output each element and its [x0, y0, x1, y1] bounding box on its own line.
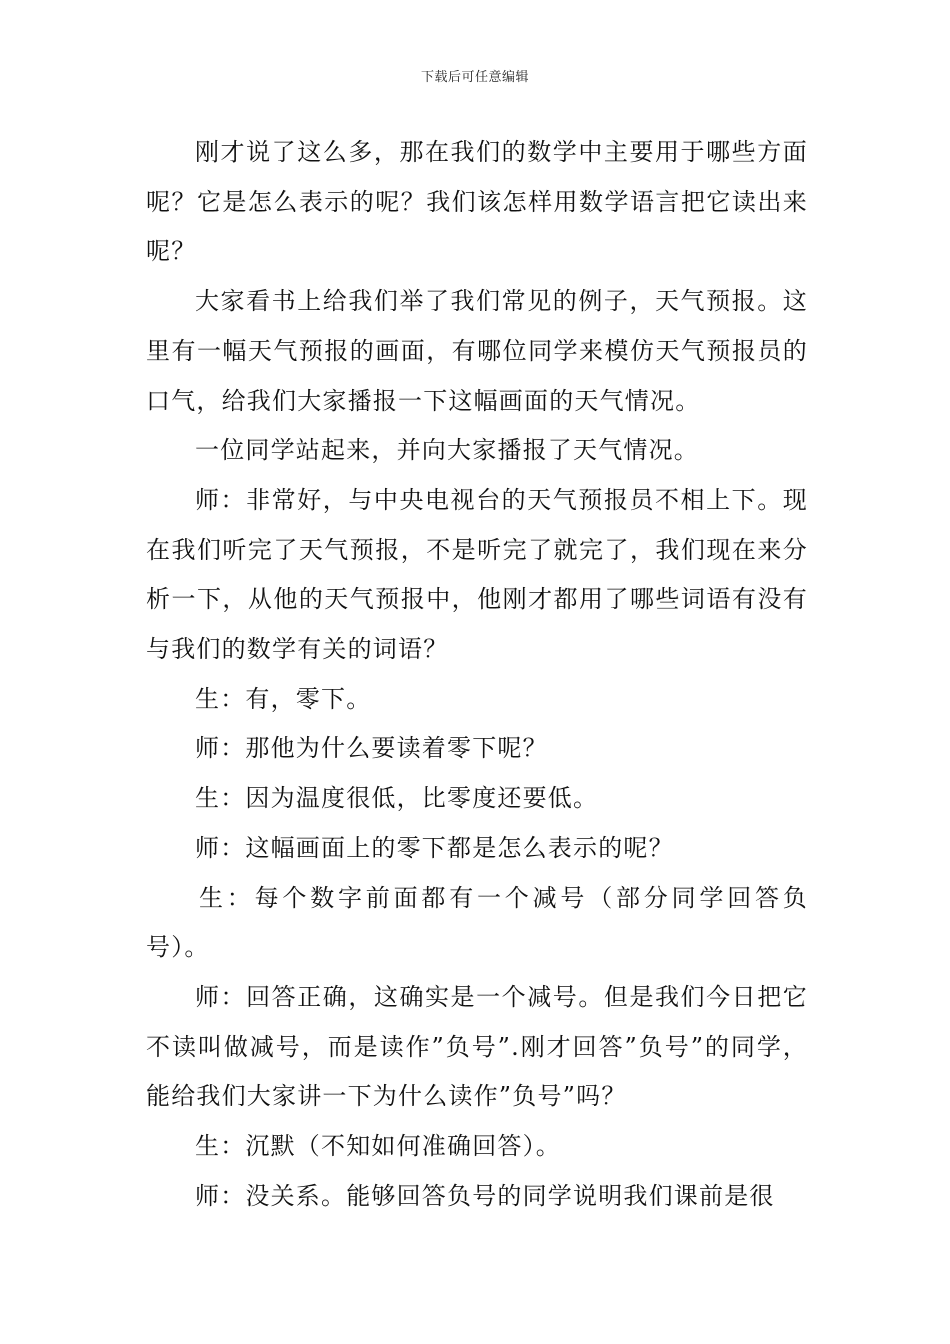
paragraph: 生：有，零下。 [195, 684, 372, 713]
document-body [146, 128, 808, 1221]
paragraph: 师：回答正确，这确实是一个减号。但是我们今日把它不读叫做减号，而是读作”负号”.刚才回答”负号”的同学，能给我们大家讲一下为什么读作”负号”吗？ [146, 982, 808, 1111]
paragraph: 生：每个数字前面都有一个减号（部分同学回答负号）。 [146, 883, 808, 962]
paragraph: 师：这幅画面上的零下都是怎么表示的呢？ [195, 833, 674, 862]
paragraph: 生：因为温度很低，比零度还要低。 [195, 784, 599, 813]
paragraph: 刚才说了这么多，那在我们的数学中主要用于哪些方面呢？它是怎么表示的呢？我们该怎样用数学语言把它读出来呢？ [146, 138, 808, 266]
paragraph: 大家看书上给我们举了我们常见的例子，天气预报。这里有一幅天气预报的画面，有哪位同学来模仿天气预报员的口气，给我们大家播报一下这幅画面的天气情况。 [146, 287, 808, 415]
paragraph: 一位同学站起来，并向大家播报了天气情况。 [195, 436, 699, 465]
paragraph: 师：非常好，与中央电视台的天气预报员不相上下。现在我们听完了天气预报，不是听完了就完了，我们现在来分析一下，从他的天气预报中，他刚才都用了哪些词语有没有与我们的数学有关的词语？ [146, 485, 808, 664]
paragraph: 生：沉默（不知如何准确回答）。 [195, 1132, 561, 1161]
paragraph: 师：没关系。能够回答负号的同学说明我们课前是很 [195, 1181, 775, 1210]
page-header: 下载后可任意编辑 [420, 70, 529, 85]
paragraph: 师：那他为什么要读着零下呢？ [195, 734, 548, 763]
